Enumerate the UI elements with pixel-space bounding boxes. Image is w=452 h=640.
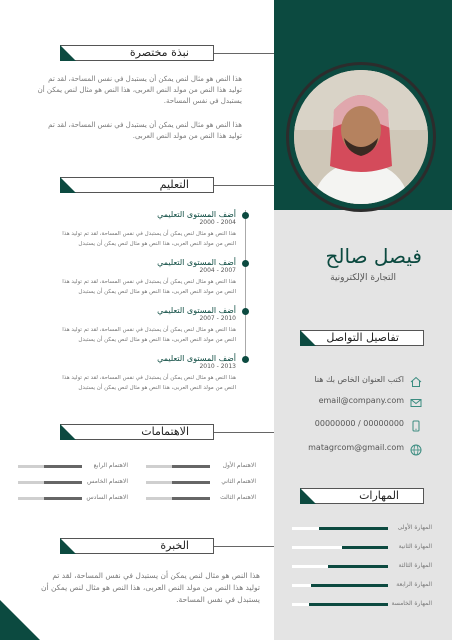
contact-address: اكتب العنوان الخاص بك هنا bbox=[314, 375, 404, 384]
profile-photo bbox=[294, 70, 428, 204]
education-heading: التعليم bbox=[159, 178, 189, 191]
education-description: هذا النص هو مثال لنص يمكن أن يستبدل في نفس المساحة، لقد تم توليد هذا النص من مولد النص العربى، هذا النص هو مثال لنص يمكن أن يستبدل bbox=[62, 327, 236, 343]
education-description: هذا النص هو مثال لنص يمكن أن يستبدل في نفس المساحة، لقد تم توليد هذا النص من مولد النص العربى، هذا النص هو مثال لنص يمكن أن يستبدل bbox=[62, 375, 236, 391]
heading-rule bbox=[214, 185, 274, 186]
skill-bar bbox=[292, 603, 388, 606]
education-timeline bbox=[245, 210, 246, 356]
interest-bar bbox=[146, 465, 210, 468]
interest-bar-fill bbox=[44, 481, 82, 484]
heading-accent-triangle bbox=[60, 424, 76, 440]
timeline-dot bbox=[242, 308, 249, 315]
mail-icon bbox=[410, 394, 422, 406]
interest-bar bbox=[18, 465, 82, 468]
skills-heading: المهارات bbox=[359, 489, 399, 502]
education-heading-box bbox=[60, 177, 214, 193]
heading-accent-triangle bbox=[60, 538, 76, 554]
skill-label: المهارة الثالثة bbox=[398, 562, 432, 569]
heading-accent-triangle bbox=[60, 177, 76, 193]
timeline-dot bbox=[242, 356, 249, 363]
skill-bar bbox=[292, 527, 388, 530]
interest-bar-fill bbox=[172, 497, 210, 500]
education-title: أضف المستوى التعليمي bbox=[157, 258, 236, 267]
interest-label: الاهتمام السادس bbox=[86, 494, 128, 501]
contact-phone: 00000000 / 00000000 bbox=[314, 419, 404, 428]
skill-bar-fill bbox=[342, 546, 388, 549]
interest-label: الاهتمام الثاني bbox=[221, 478, 256, 485]
education-description: هذا النص هو مثال لنص يمكن أن يستبدل في نفس المساحة، لقد تم توليد هذا النص من مولد النص العربى، هذا النص هو مثال لنص يمكن أن يستبدل bbox=[62, 231, 236, 247]
contact-heading-box bbox=[300, 330, 424, 346]
job-title: التجارة الإلكترونية bbox=[330, 273, 396, 283]
heading-rule bbox=[214, 53, 274, 54]
interest-bar-fill bbox=[44, 497, 82, 500]
contact-website[interactable]: matagrcom@gmail.com bbox=[308, 443, 404, 452]
education-years: 2004 - 2007 bbox=[199, 267, 236, 274]
education-title: أضف المستوى التعليمي bbox=[157, 354, 236, 363]
skill-bar-fill bbox=[328, 565, 388, 568]
globe-icon bbox=[410, 441, 422, 453]
skill-bar bbox=[292, 546, 388, 549]
education-years: 2000 - 2004 bbox=[199, 219, 236, 226]
summary-heading-box bbox=[60, 45, 214, 61]
experience-text: هذا النص هو مثال لنص يمكن أن يستبدل في نفس المساحة، لقد تم توليد هذا النص من مولد النص العربى، هذا النص هو مثال لنص يمكن أن يستبدل في نفس المساحة. bbox=[40, 571, 260, 604]
skill-bar-fill bbox=[311, 584, 388, 587]
skill-label: المهارة الثانية bbox=[398, 543, 432, 550]
interest-label: الاهتمام الرابع bbox=[93, 462, 128, 469]
heading-rule bbox=[214, 546, 274, 547]
interest-bar bbox=[146, 497, 210, 500]
interest-bar bbox=[18, 481, 82, 484]
heading-rule bbox=[214, 432, 274, 433]
heading-accent-triangle bbox=[300, 488, 316, 504]
education-title: أضف المستوى التعليمي bbox=[157, 306, 236, 315]
skills-heading-box bbox=[300, 488, 424, 504]
skill-bar-fill bbox=[309, 603, 388, 606]
summary-paragraph-2: هذا النص هو مثال لنص يمكن أن يستبدل في نفس المساحة، لقد تم توليد هذا النص من مولد النص العربى. bbox=[48, 121, 242, 140]
interest-bar-fill bbox=[172, 481, 210, 484]
interest-label: الاهتمام الأول bbox=[222, 462, 256, 469]
skill-label: المهارة الخامسة bbox=[391, 600, 432, 607]
education-years: 2010 - 2013 bbox=[199, 363, 236, 370]
skill-bar bbox=[292, 565, 388, 568]
experience-heading: الخبرة bbox=[160, 539, 189, 552]
skill-label: المهارة الرابعة bbox=[396, 581, 432, 588]
interests-heading: الاهتمامات bbox=[141, 425, 189, 438]
interests-heading-box bbox=[60, 424, 214, 440]
skill-bar-fill bbox=[319, 527, 388, 530]
corner-accent-triangle bbox=[0, 600, 40, 640]
interest-bar bbox=[18, 497, 82, 500]
interest-bar-fill bbox=[44, 465, 82, 468]
heading-accent-triangle bbox=[60, 45, 76, 61]
timeline-dot bbox=[242, 212, 249, 219]
summary-paragraph-1: هذا النص هو مثال لنص يمكن أن يستبدل في نفس المساحة، لقد تم توليد هذا النص من مولد النص العربى، هذا النص هو مثال لنص يمكن أن يستبدل في نفس المساحة. bbox=[37, 75, 242, 105]
experience-heading-box bbox=[60, 538, 214, 554]
interest-label: الاهتمام الثالث bbox=[220, 494, 256, 501]
skill-label: المهارة الأولى bbox=[397, 524, 432, 531]
education-years: 2007 - 2010 bbox=[199, 315, 236, 322]
interest-bar bbox=[146, 481, 210, 484]
home-icon bbox=[410, 373, 422, 385]
heading-accent-triangle bbox=[300, 330, 316, 346]
summary-heading: نبذة مختصرة bbox=[129, 46, 189, 59]
education-description: هذا النص هو مثال لنص يمكن أن يستبدل في نفس المساحة، لقد تم توليد هذا النص من مولد النص العربى، هذا النص هو مثال لنص يمكن أن يستبدل bbox=[62, 279, 236, 295]
contact-email[interactable]: email@company.com bbox=[318, 396, 404, 405]
phone-icon bbox=[410, 417, 422, 429]
education-title: أضف المستوى التعليمي bbox=[157, 210, 236, 219]
interest-label: الاهتمام الخامس bbox=[86, 478, 128, 485]
skill-bar bbox=[292, 584, 388, 587]
timeline-dot bbox=[242, 260, 249, 267]
contact-heading: تفاصيل التواصل bbox=[326, 331, 399, 344]
person-name: فيصل صالح bbox=[325, 244, 422, 268]
interest-bar-fill bbox=[172, 465, 210, 468]
